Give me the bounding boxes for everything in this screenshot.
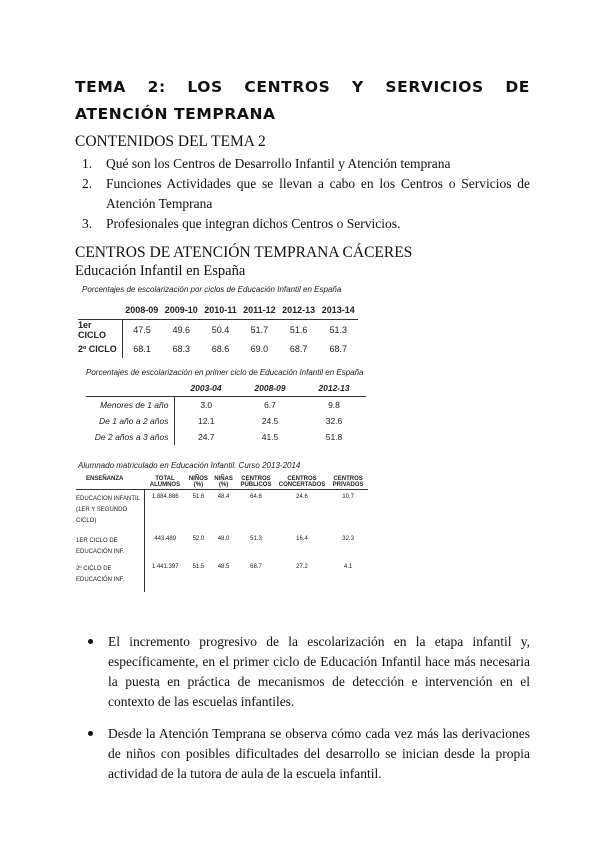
list-text: Funciones Actividades que se llevan a cabo en los Centros o Servicios de Atención Temprana (106, 176, 530, 211)
table3 (76, 476, 368, 592)
list-text: Profesionales que integran dichos Centros o Servicios. (106, 216, 401, 231)
table2-caption: Porcentajes de escolarización en primer ciclo de Educación Infantil en España (86, 368, 364, 377)
bullet-text: El incremento progresivo de la escolarización en la etapa infantil y, específicamente, en el primer ciclo de Educación Infantil hace más necesaria la puesta en práctica de mecanismos de detección e intervención en el contexto de las escuelas infantiles. (108, 634, 530, 709)
table1-col-header: 2010-11 (201, 301, 240, 320)
table-row (86, 429, 366, 445)
table3-caption: Alumnado matriculado en Educación Infantil. Curso 2013-2014 (78, 461, 301, 470)
contents-list (82, 154, 530, 234)
table2-col-header: 2008-09 (238, 380, 302, 397)
table3-col-header: CENTROS PRIVADOS (332, 476, 364, 488)
row-label: 2º CICLO (78, 340, 122, 358)
table-cell: 47.5 (133, 325, 151, 335)
table-row (86, 413, 366, 429)
table-cell: 51.6 (192, 494, 205, 500)
section-heading: CENTROS DE ATENCIÓN TEMPRANA CÁCERES (75, 244, 413, 261)
table-cell: 24.7 (197, 432, 215, 442)
row-label: Menores de 1 año (86, 397, 174, 414)
table-row (76, 490, 368, 537)
row-label: De 2 años a 3 años (86, 429, 174, 445)
table-cell: 48.0 (217, 536, 230, 542)
table-cell: 51.3 (250, 536, 262, 542)
table-cell: 68.7 (329, 344, 347, 354)
table-cell: 443.489 (154, 536, 177, 542)
list-item (82, 174, 530, 214)
table2-col-header: 2012-13 (302, 380, 366, 397)
table-cell: 24.6 (296, 494, 308, 500)
table-cell: 68.3 (172, 344, 191, 354)
table-cell: 51.7 (250, 325, 269, 335)
table-cell: 41.5 (261, 432, 279, 442)
table-cell: 16.4 (296, 536, 308, 542)
list-item (88, 724, 530, 784)
bullet-icon (88, 639, 93, 644)
table3-col-header: TOTAL ALUMNOS (149, 476, 181, 488)
table-cell: 1.441.397 (151, 564, 179, 570)
row-label: De 1 año a 2 años (86, 413, 174, 429)
table-cell: 68.6 (211, 344, 230, 354)
row-label: 2º CICLO DE EDUCACIÓN INF. (76, 564, 144, 592)
table-cell: 51.6 (289, 325, 308, 335)
table1-col-header: 2013-14 (318, 301, 358, 320)
table-row (76, 564, 368, 592)
table3-col-header: ENSEÑANZA (86, 476, 124, 482)
table-cell: 9.8 (328, 400, 340, 410)
table-cell: 68.7 (250, 564, 262, 570)
table-cell: 4.1 (343, 564, 353, 570)
table1-col-header: 2012-13 (279, 301, 319, 320)
table-cell: 68.1 (133, 344, 151, 354)
table-cell: 51.3 (329, 325, 347, 335)
table-row (76, 536, 368, 564)
table-cell: 27.2 (296, 564, 308, 570)
table3-col-header: CENTROS PÚBLICOS (240, 476, 272, 488)
section-subheading: Educación Infantil en España (75, 263, 246, 279)
table-cell: 48.5 (217, 564, 230, 570)
list-number: 3. (82, 216, 93, 231)
table-cell: 48.4 (217, 494, 230, 500)
page-title: TEMA 2: LOS CENTROS Y SERVICIOS DE ATENCIÓN TEMPRANA (75, 78, 530, 123)
table1-caption: Porcentajes de escolarización por ciclos de Educación Infantil en España (82, 285, 342, 294)
table-row (78, 320, 358, 341)
list-text: Qué son los Centros de Desarrollo Infantil y Atención temprana (106, 156, 451, 171)
table-cell: 50.4 (211, 325, 230, 335)
table-cell: 52.0 (192, 536, 205, 542)
table2 (86, 380, 366, 445)
table-cell: 68.7 (289, 344, 308, 354)
table1-col-header: 2011-12 (240, 301, 279, 320)
table-cell: 49.6 (172, 325, 191, 335)
table1-col-header: 2009-10 (162, 301, 202, 320)
table3-col-header: CENTROS CONCERTADOS (278, 476, 326, 488)
bullet-list (88, 632, 530, 796)
list-item (82, 214, 530, 234)
table-cell: 12.1 (197, 416, 215, 426)
list-item (82, 154, 530, 174)
table1 (78, 301, 358, 358)
row-label: 1er CICLO (78, 320, 122, 341)
bullet-icon (88, 731, 93, 736)
table-cell: 3.0 (200, 400, 213, 410)
list-number: 2. (82, 176, 93, 191)
table3-col-header: NIÑAS (%) (214, 476, 233, 488)
table-cell: 6.7 (264, 400, 276, 410)
row-label: EDUCACION INFANTIL (1ER Y SEGUNDO CICLO) (76, 490, 144, 537)
bullet-text: Desde la Atención Temprana se observa cómo cada vez más las derivaciones de niños con posibles dificultades del desarrollo se inician desde la propia actividad de la tutora de aula de la escuela infantil. (108, 726, 530, 781)
table-cell: 24.5 (261, 416, 279, 426)
table1-col-header: 2008-09 (122, 301, 162, 320)
table-row (86, 397, 366, 414)
list-item (88, 632, 530, 712)
row-label: 1ER CICLO DE EDUCACIÓN INF. (76, 536, 144, 564)
table-cell: 1.884.886 (151, 494, 179, 500)
table-cell: 64.6 (250, 494, 262, 500)
table-cell: 10.7 (342, 494, 354, 500)
list-number: 1. (82, 156, 93, 171)
table-cell: 32.6 (325, 416, 343, 426)
table-cell: 32.3 (342, 536, 354, 542)
table-cell: 69.0 (250, 344, 269, 354)
table-row (78, 340, 358, 358)
contents-heading: CONTENIDOS DEL TEMA 2 (75, 133, 266, 150)
table3-col-header: NIÑOS (%) (188, 476, 208, 488)
table2-col-header: 2003-04 (174, 380, 238, 397)
table-cell: 51.8 (325, 432, 343, 442)
table-cell: 51.5 (192, 564, 205, 570)
